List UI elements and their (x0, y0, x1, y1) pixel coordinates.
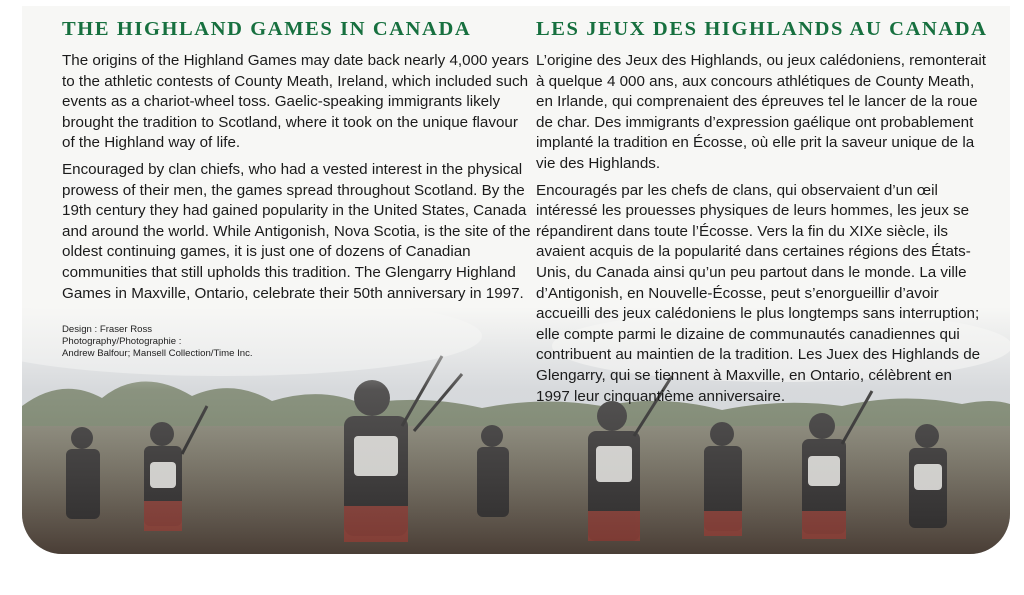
french-title: LES JEUX DES HIGHLANDS AU CANADA (536, 18, 988, 40)
french-column (536, 6, 986, 413)
english-paragraph-2: Encouraged by clan chiefs, who had a vested interest in the physical prowess of their men, the games spread throughout Scotland. By the 19th century they had gained popularity in the United States, Canada and around the world. While Antigonish, Nova Scotia, is the site of the oldest continuing games, it is just one of dozens of Canadian communities that still upholds this tradition. The Glengarry Highland Games in Maxville, Ontario, celebrate their 50th anniversary in 1997. (62, 160, 531, 302)
credits-block (62, 324, 253, 360)
french-paragraph-2: Encouragés par les chefs de clans, qui observaient d’un œil intéressé les prouesses physiques de leurs hommes, les jeux se répandirent dans toute l’Écosse. Vers la fin du XIXe siècle, ils avaient acquis de la popularité dans certaines régions des États-Unis, du Canada ainsi qu’un peu partout dans le monde. La ville d’Antigonish, en Nouvelle-Écosse, peut s’enorgueillir d’avoir accueilli des jeux calédoniens le plus longtemps sans interruption; elle compte parmi le dizaine de communautés canadiennes qui contribuent au maintien de la tradition. Les Juex des Highlands de Glengarry, qui se tiennent à Maxville, en Ontario, célèbrent en 1997 leur cinquantième anniversaire. (536, 181, 981, 405)
english-column (62, 6, 532, 310)
english-paragraph-1: The origins of the Highland Games may date back nearly 4,000 years to the athletic contests of County Meath, Ireland, which included such events as a chariot-wheel toss. Gaelic-speaking immigrants likely brought the tradition to Scotland, where it took on the unique flavour of the Highland way of life. (62, 52, 529, 152)
english-title: THE HIGHLAND GAMES IN CANADA (62, 18, 472, 40)
design-credit: Design : Fraser Ross (62, 324, 153, 335)
photography-credit-label: Photography/Photographie : (62, 336, 182, 347)
french-paragraph-1: L’origine des Jeux des Highlands, ou jeux calédoniens, remonterait à quelque 4 000 ans, aux concours athlétiques de County Meath, en Irlande, qui comprenaient des épreuves tel le lancer de la roue de char. Des immigrants d’expression gaélique ont probablement implanté la tradition en Écosse, où elle prit la saveur unique de la vie des Highlands. (536, 52, 986, 172)
stamp-info-card (22, 6, 1010, 554)
photography-credit-names: Andrew Balfour; Mansell Collection/Time Inc. (62, 348, 253, 359)
